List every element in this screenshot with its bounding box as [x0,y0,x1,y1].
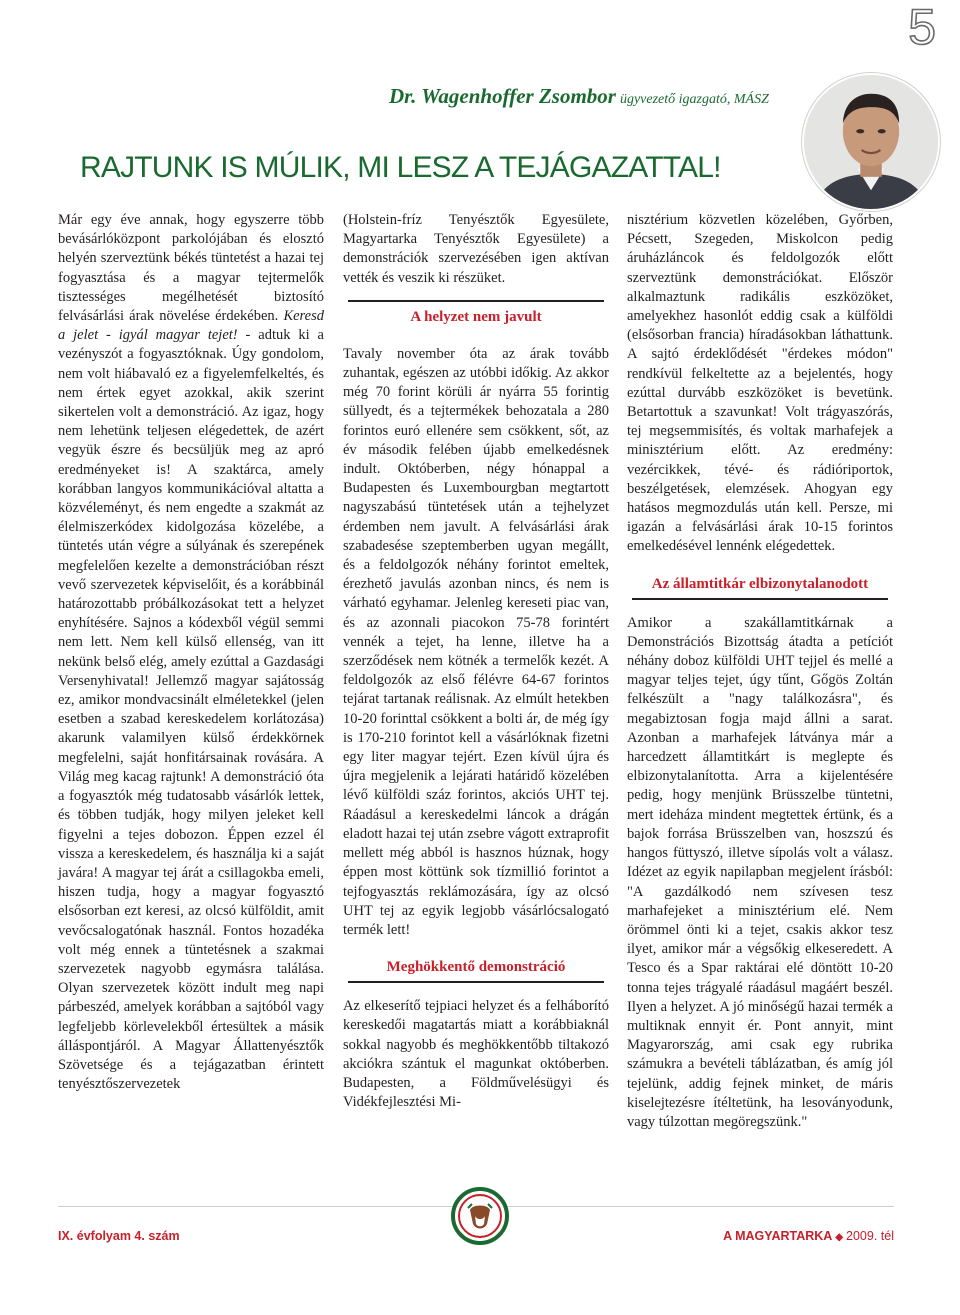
footer-magazine [723,1229,894,1243]
headline: RAJTUNK IS MÚLIK, MI LESZ A TEJÁGAZATTAL! [80,151,721,184]
paragraph-text: Már egy éve annak, hogy egyszerre több bevásárlóközpont parkolójában és elosztó helyén szerveztünk békés tüntetést a hazai tej fogyasztása és a magyar tejtermelők tisztességes megélhetését biztosító felvásárlási árak növelése érdekében. [58,212,324,325]
paragraph: nisztérium közvetlen közelében, Győrben, Pécsett, Szegeden, Miskolcon pedig áruházláncok és feldolgozók előtt szerveztünk demonstrációkat. Először alkalmaztunk radikális eszközöket, amelyekhez hasonlót eddig csak a külföldi (elsősorban francia) híradásokban láthattunk. A sajtó érdeklődését "érdekes módon" rendkívül felkeltette az a bejelentés, hogy ezúttal durvább eszközöket is bevetünk. Betartottuk a szavunkat! Volt trágyaszórás, tej megsemmisítés, és voltak marhafejek a minisztérium előtt. Az eredmény: vezércikkek, tévé- és rádióriportok, beszélgetések, elemzések. Ahogyan egy hatásos megmozdulás után kell. Persze, mi igazán a felvásárlási árak 10-15 forintos emelkedésével lennénk elégedettek. [627,212,893,555]
paragraph: Az elkeserítő tejpiaci helyzet és a felháborító kereskedői magatartás miatt a korábbiaknál sokkal nagyobb és meghökkentőbb tiltakozó akciókra szántuk el magunkat októberben. Budapesten, a Földművelésügyi és Vidékfejlesztési Mi- [343,998,609,1111]
slogan-text: Keresd a jelet - igyál magyar tejet! [58,308,324,344]
magazine-name: A MAGYARTARKA [723,1229,833,1243]
section-heading: Meghökkentő demonstráció [348,952,604,983]
section-heading: A helyzet nem javult [348,300,604,331]
author-line [389,84,809,109]
paragraph [58,211,324,1094]
page-number: 5 [908,0,936,55]
author-name: Dr. Wagenhoffer Zsombor [389,84,616,108]
section-heading: Az államtitkár elbizonytalanodott [632,569,888,600]
association-logo-icon [450,1186,510,1246]
portrait-icon [804,75,938,209]
paragraph: (Holstein-fríz Tenyésztők Egyesülete, Magyartarka Tenyésztők Egyesülete) a demonstrációk szervezésében igen aktívan vették és veszik ki részüket. [343,212,609,286]
text-column-2 [343,211,609,1112]
paragraph: Amikor a szakállamtitkárnak a Demonstrációs Bizottság átadta a petíciót néhány doboz külföldi UHT tejjel és mellé a magyar teljes tejet, úgy tűnt, Gőgös Zoltán felkészült a "nagy találkozásra", és megabiztosan fogja majd állni a sarat. Azonban a marhafejek látványa már a harcedzett államtitkárt is meglepte és elbizonytalanította. Arra a kijelentésére pedig, hogy menjünk Brüsszelbe tüntetni, mert ideháza mindent megtettek értünk, és a bajok forrása Brüsszelben van, hoszszú és hangos füttyszó, illetve sípolás volt a válasz. Idézet az egyik napilapban megjelent írásból: "A gazdálkodó nem szívesen tesz marhafejeket a minisztérium elé. Nem örömmel önti ki a tejet, csakis akkor tesz ilyet, amikor már a végsőkig elkeseredett. A Tesco és a Spar raktárai elé döntött 10-20 tonna tejes trágyalé ráadásul magáért beszél. Ilyen a helyzet. A jó minőségű hazai termék a multiknak ennyit ér. Pont annyit, mint Magyarország, ami csak egy rubrika számukra a bevételi táblázatban, és amíg jól tejelünk, addig fejnek minket, de máris kiselejtezésre ítéltetünk, ha lesoványodunk, vagy túlzottan megöregszünk." [627,614,893,1130]
paragraph: Tavaly november óta az árak tovább zuhantak, egészen az utóbbi időkig. Az akkor még 70 forint körüli ár nyárra 55 forintig süllyedt, és a tejtermékek behozatala a 280 forintos euró ellenére sem csökkent, sőt, az év második felében újabb emelkedésnek indult. Októberben, négy hónappal a Budapesten és Luxembourgban megtartott nagyszabású tüntetések után a tejhelyzet érdemben nem javult. A felvásárlási árak szabadesése szeptemberben ugyan megállt, és a feldolgozók néhány forintot emeltek, érezhető javulás azonban nincs, és nem is várható egyhamar. Jelenleg kereseti piac van, és az azonnali piacokon 75-78 forintért vennék a tejet, ha lenne, illetve ha a szerződések nem kötnék a termelők kezét. A feldolgozók az első félévre 64-67 forintos tejárat tartanak reálisnak. Az elmúlt hetekben 10-20 forinttal csökkent a bolti ár, de még így is 170-210 forintot kell a vásárlóknak fizetni egy liter magyar tejért. Ezen kívül újra és újra megjelenik a lejárati határidő közelében lévő külföldi száz forintos, akciós UHT tej. Ráadásul a kereskedelmi láncok a drágán eladott hazai tej után zsebre vágott extraprofit mellett még abból is hasznos húznak, hogy éppen most köttünk sok tízmillió forintot a tejfogyasztás reklámozására, így az olcsó UHT tej az egyik legjobb vásárlócsalogató termék lett! [343,345,609,938]
author-photo [802,73,940,211]
footer-issue: IX. évfolyam 4. szám [58,1229,180,1243]
issue-season: 2009. tél [846,1229,894,1243]
text-column-1 [58,211,324,1094]
paragraph-text: - adtuk ki a vezényszót a fogyasztóknak. Úgy gondolom, nem volt hiábavaló ez a figyelemfelkeltés, és nem értek egyet azokkal, akik szerint sikertelen volt a demonstráció. Az igaz, hogy nem lehetünk teljesen elégedettek, de azért vegyük észre és becsüljük meg az apró eredményeket is! A szaktárca, amely korábban langyos kommunikációval altatta a közvéleményt, és nem engedte a szakmát az élelmiszerkódex kidolgozása közelébe, a tüntetés után végre a súlyának és szerepének megfelelően kezelte a demonstrációban részt vevő szervezetek képviselőit, és a korábbinál határozottabb próbálkozásokat tett a helyzet enyhítésére. Sajnos a kódexből végül semmi nem lett. Nem kell külső ellenség, van itt nekünk belső elég, amely ezúttal a Gazdasági Versenyhivatal! Jellemző magyar sajátosság ez, amikor mondvacsinált elméletekkel (jelen esetben a szabad kereskedelem korlátozása) akarunk valamilyen külső érdekkörnek megfelelni, saját honfitársainak rovására. A Világ meg kacag rajtunk! A demonstráció óta a fogyasztók még tudatosabb vásárlók lettek, és többen tudják, hogy milyen jeleket kell figyelni a tejes dobozon. Éppen ezzel él vissza a kereskedelem, és használja ki a saját javára! A magyar tej árát a csillagokba emeli, hiszen tudja, hogy a magyar fogyasztó elsősorban ezt keresi, az olcsó külföldit, amit vevőcsalogatónak használ. Fontos hozadéka volt még ennek a tüntetésnek a szakmai szervezetek nagyobb egymásra találása. Olyan szervezetek között indult meg napi párbeszéd, amelyek korábban a sajtóból vagy legfeljebb körlevelekből értesültek a másik álláspontjáról. A Magyar Állattenyésztők Szövetsége és a tejágazatban érintett tenyésztőszervezetek [58,327,324,1093]
text-column-3 [627,211,893,1132]
diamond-icon: ◆ [835,1232,844,1243]
author-role: ügyvezető igazgató, MÁSZ [619,92,769,107]
